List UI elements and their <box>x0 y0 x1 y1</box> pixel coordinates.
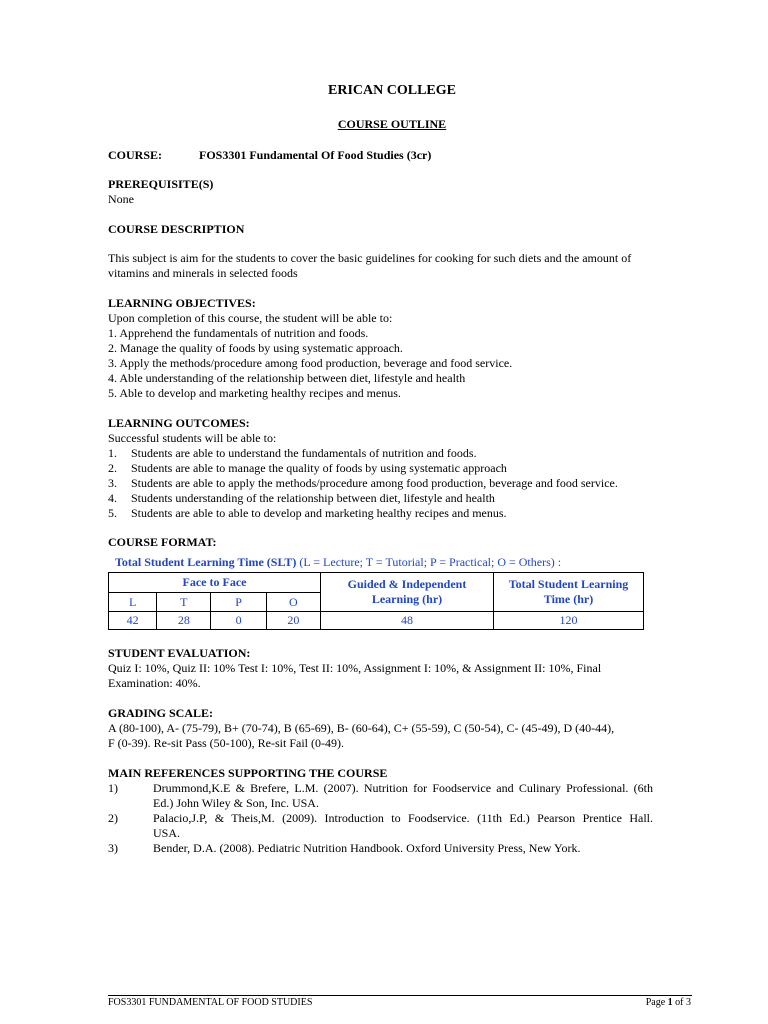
objective-item: 5. Able to develop and marketing healthy recipes and menus. <box>108 386 401 400</box>
value-t: 28 <box>157 612 211 630</box>
course-value: FOS3301 Fundamental Of Food Studies (3cr) <box>199 148 432 162</box>
objective-item: 1. Apprehend the fundamentals of nutrition and foods. <box>108 326 369 340</box>
value-total: 120 <box>494 612 644 630</box>
slt-caption-legend: (L = Lecture; T = Tutorial; P = Practical; O = Others) : <box>296 555 562 569</box>
sub-header-o: O <box>266 593 320 612</box>
course-label: COURSE: <box>108 148 163 162</box>
total-slt-header <box>494 573 644 612</box>
objectives-heading: LEARNING OBJECTIVES: <box>108 296 256 310</box>
outcome-number: 1. <box>108 446 117 460</box>
grading-line: F (0-39). Re-sit Pass (50-100), Re-sit Fail (0-49). <box>108 736 344 750</box>
outcome-text: Students are able to manage the quality of foods by using systematic approach <box>131 461 507 475</box>
outcomes-intro: Successful students will be able to: <box>108 431 277 445</box>
footer-page-current: 1 <box>667 997 673 1008</box>
grading-line: A (80-100), A- (75-79), B+ (70-74), B (65-69), B- (60-64), C+ (55-59), C (50-54), C- (45-49), D (40-44), <box>108 721 615 735</box>
grading-heading: GRADING SCALE: <box>108 706 214 720</box>
objective-item: 3. Apply the methods/procedure among food production, beverage and food service. <box>108 356 513 370</box>
evaluation-line: Examination: 40%. <box>108 676 201 690</box>
outcome-text: Students are able to able to develop and marketing healthy recipes and menus. <box>131 506 507 520</box>
reference-line: Ed.) John Wiley & Son, Inc. USA. <box>153 796 319 810</box>
total-header-line1: Total Student Learning <box>508 577 629 591</box>
reference-number: 1) <box>108 781 118 795</box>
outcome-text: Students are able to apply the methods/procedure among food production, beverage and food service. <box>131 476 618 490</box>
value-o: 20 <box>266 612 320 630</box>
outcome-number: 3. <box>108 476 117 490</box>
value-l: 42 <box>109 612 157 630</box>
sub-header-l: L <box>109 593 157 612</box>
footer-page-number <box>600 997 691 1009</box>
prerequisite-value: None <box>108 192 134 206</box>
footer-page-total: of 3 <box>672 997 691 1008</box>
reference-number: 2) <box>108 811 118 825</box>
value-guided: 48 <box>321 612 494 630</box>
outcome-number: 2. <box>108 461 117 475</box>
footer-page-label: Page <box>645 997 668 1008</box>
reference-text <box>153 781 653 811</box>
slt-caption <box>115 555 561 570</box>
document-title: COURSE OUTLINE <box>337 117 447 131</box>
face-to-face-header: Face to Face <box>109 573 321 593</box>
reference-line: Palacio,J.P, & Theis,M. (2009). Introduction to Foodservice. (11th Ed.) Pearson Prentice Hall. <box>153 811 653 825</box>
format-heading: COURSE FORMAT: <box>108 535 217 549</box>
sub-header-p: P <box>211 593 266 612</box>
reference-line: Bender, D.A. (2008). Pediatric Nutrition Handbook. Oxford University Press, New York. <box>153 841 581 855</box>
reference-line: Drummond,K.E & Brefere, L.M. (2007). Nutrition for Foodservice and Culinary Professional. (6th <box>153 781 653 795</box>
guided-header-line1: Guided & Independent <box>347 577 467 591</box>
objective-item: 2. Manage the quality of foods by using systematic approach. <box>108 341 403 355</box>
description-heading: COURSE DESCRIPTION <box>108 222 245 236</box>
slt-caption-bold: Total Student Learning Time (SLT) <box>115 555 297 569</box>
total-header-line2: Time (hr) <box>543 592 594 606</box>
evaluation-heading: STUDENT EVALUATION: <box>108 646 251 660</box>
description-line: vitamins and minerals in selected foods <box>108 266 298 280</box>
reference-number: 3) <box>108 841 118 855</box>
outcome-text: Students are able to understand the fundamentals of nutrition and foods. <box>131 446 477 460</box>
slt-table <box>108 572 644 630</box>
footer-course: FOS3301 FUNDAMENTAL OF FOOD STUDIES <box>108 997 313 1008</box>
references-heading: MAIN REFERENCES SUPPORTING THE COURSE <box>108 766 388 780</box>
outcome-number: 5. <box>108 506 117 520</box>
reference-text <box>153 811 653 841</box>
value-p: 0 <box>211 612 266 630</box>
reference-line: USA. <box>153 826 181 840</box>
guided-header-line2: Learning (hr) <box>371 592 443 606</box>
reference-text <box>153 841 653 856</box>
outcome-text: Students understanding of the relationship between diet, lifestyle and health <box>131 491 495 505</box>
objective-item: 4. Able understanding of the relationship between diet, lifestyle and health <box>108 371 466 385</box>
evaluation-line: Quiz I: 10%, Quiz II: 10% Test I: 10%, Test II: 10%, Assignment I: 10%, & Assignment II: 10%, Final <box>108 661 602 675</box>
description-line: This subject is aim for the students to cover the basic guidelines for cooking for such diets and the amount of <box>108 251 632 265</box>
outcomes-heading: LEARNING OUTCOMES: <box>108 416 250 430</box>
footer-divider <box>108 995 692 996</box>
sub-header-t: T <box>157 593 211 612</box>
prerequisite-heading: PREREQUISITE(S) <box>108 177 214 191</box>
college-name: ERICAN COLLEGE <box>328 83 456 98</box>
outcome-number: 4. <box>108 491 117 505</box>
objectives-intro: Upon completion of this course, the student will be able to: <box>108 311 393 325</box>
guided-learning-header <box>321 573 494 612</box>
